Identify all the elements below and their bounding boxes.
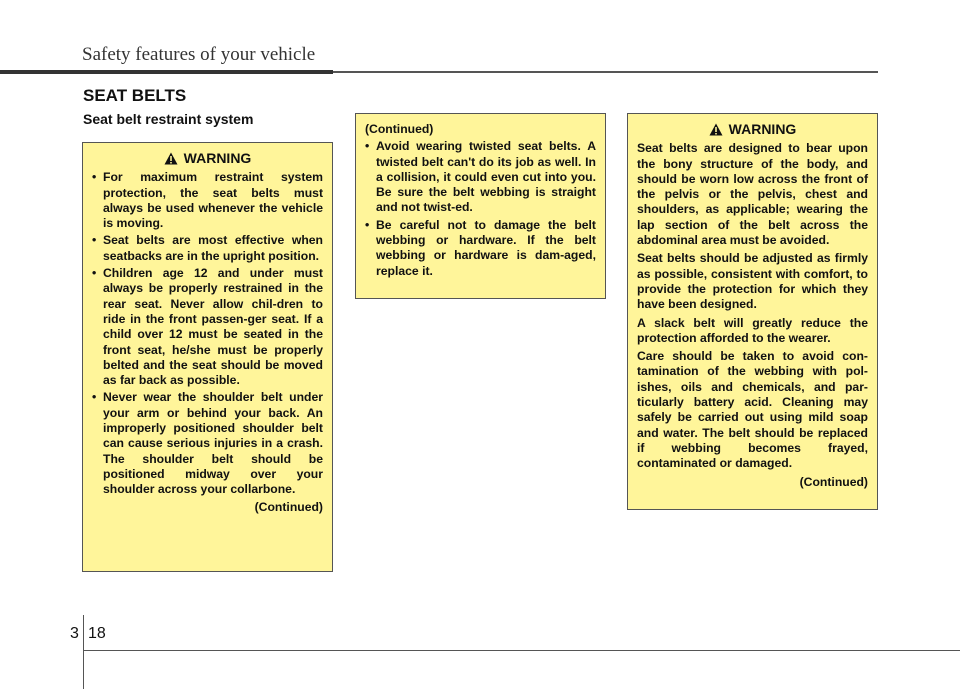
warning-box-1 (82, 142, 333, 572)
header-rule (0, 70, 878, 74)
header-rule-thin (333, 71, 878, 73)
warning-triangle-icon (709, 123, 723, 136)
warning-heading-text: WARNING (183, 150, 252, 166)
list-item: • Be careful not to damage the belt webbing or hardware. If the belt webbing or hardware is dam-aged, replace it. (365, 218, 596, 279)
warning-box-2 (355, 113, 606, 299)
continued-label: (Continued) (365, 122, 434, 136)
warning-triangle-icon (164, 152, 178, 165)
continued-label: (Continued) (799, 474, 868, 489)
header-rule-thick (0, 70, 333, 74)
section-title: SEAT BELTS (83, 86, 187, 105)
list-item: • Children age 12 and under must always be properly restrained in the rear seat. Never allow chil-dren to ride in the front passen-ger seat. If a child over 12 must be seated in the front seat, he/she must be properly belted and the seat should be moved as far back as possible. (92, 266, 323, 388)
warning-heading (92, 151, 323, 166)
warning-heading (637, 122, 868, 137)
warning-paragraph: Care should be taken to avoid con-tamination of the webbing with pol-ishes, oils and chemicals, and par-ticularly battery acid. Cleaning may safely be carried out using mild soap and water. The belt should be replaced if webbing becomes frayed, contaminated or damaged. (637, 349, 868, 471)
continued-label: (Continued) (254, 499, 323, 514)
warning-heading-text: WARNING (728, 121, 797, 137)
footer-divider-vertical (83, 615, 84, 689)
warning-list (92, 170, 323, 497)
list-item: • Never wear the shoulder belt under your arm or behind your back. An improperly positioned shoulder belt can cause serious injuries in a crash. The shoulder belt should be positioned midway over your shoulder across your collarbone. (92, 390, 323, 497)
warning-paragraph: Seat belts are designed to bear upon the bony structure of the body, and should be worn low across the front of the pelvis or the pelvis, chest and shoulders, as applicable; wearing the lap section of the belt across the abdominal area must be avoided. (637, 141, 868, 248)
footer-divider-horizontal (83, 650, 960, 651)
warning-list (365, 139, 596, 279)
chapter-number: 3 (70, 625, 79, 642)
list-item: • Avoid wearing twisted seat belts. A twisted belt can't do its job as well. In a collision, it could even cut into you. Be sure the belt webbing is straight and not twist-ed. (365, 139, 596, 215)
subsection-title: Seat belt restraint system (83, 111, 254, 127)
page-number-value: 18 (88, 625, 106, 642)
list-item: • Seat belts are most effective when seatbacks are in the upright position. (92, 233, 323, 264)
warning-paragraph: Seat belts should be adjusted as firmly as possible, consistent with comfort, to provide the protection for which they have been designed. (637, 251, 868, 312)
warning-box-3 (627, 113, 878, 510)
list-item: • For maximum restraint system protection, the seat belts must always be used whenever the vehicle is moving. (92, 170, 323, 231)
page-header-title: Safety features of your vehicle (82, 44, 316, 65)
warning-paragraph: A slack belt will greatly reduce the protection afforded to the wearer. (637, 315, 868, 345)
